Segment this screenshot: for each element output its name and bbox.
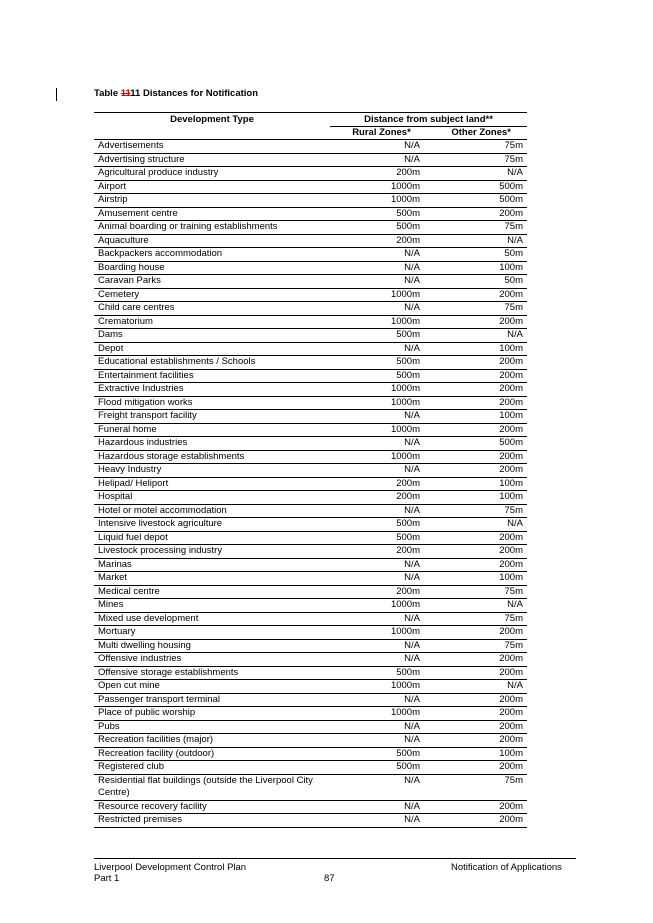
- cell-development-type: Freight transport facility: [98, 410, 197, 421]
- revision-change-bar: [56, 88, 57, 101]
- cell-rural-zones: N/A: [404, 814, 420, 825]
- cell-development-type: Depot: [98, 342, 124, 354]
- cell-development-type: Funeral home: [98, 423, 157, 435]
- cell-development-type: Mortuary: [98, 626, 136, 637]
- table-row: [94, 545, 527, 559]
- header-rural-zones: Rural Zones*: [352, 127, 411, 138]
- table-row: [94, 464, 527, 478]
- cell-rural-zones: 200m: [396, 491, 420, 502]
- cell-development-type: Resource recovery facility: [98, 800, 207, 812]
- table-row: [94, 410, 527, 424]
- cell-development-type: Caravan Parks: [98, 275, 161, 286]
- cell-other-zones: 200m: [499, 369, 523, 381]
- cell-rural-zones: 200m: [396, 234, 420, 246]
- cell-rural-zones: N/A: [404, 261, 420, 273]
- table-row: [94, 194, 527, 208]
- cell-development-type: Educational establishments / Schools: [98, 356, 256, 367]
- cell-rural-zones: 1000m: [390, 288, 420, 300]
- cell-rural-zones: 200m: [396, 585, 420, 597]
- cell-development-type: Marinas: [98, 558, 132, 570]
- header-development-type: Development Type: [170, 114, 254, 125]
- cell-rural-zones: 500m: [396, 221, 420, 232]
- cell-other-zones: N/A: [507, 329, 523, 340]
- cell-development-type: Aquaculture: [98, 234, 149, 246]
- cell-development-type: Extractive Industries: [98, 383, 184, 394]
- cell-other-zones: 75m: [504, 612, 523, 624]
- cell-development-type: Residential flat buildings (outside the Liverpool City Centre): [98, 774, 313, 798]
- table-header-row-1: [94, 113, 527, 127]
- cell-rural-zones: 500m: [396, 761, 420, 772]
- table-header-row-2: [94, 127, 527, 140]
- cell-development-type: Recreation facilities (major): [98, 734, 214, 745]
- cell-rural-zones: 500m: [396, 329, 420, 340]
- cell-other-zones: 200m: [499, 734, 523, 745]
- cell-rural-zones: N/A: [404, 734, 420, 745]
- table-row: [94, 748, 527, 762]
- table-row: [94, 505, 527, 519]
- cell-rural-zones: 1000m: [390, 680, 420, 691]
- cell-other-zones: 200m: [499, 800, 523, 812]
- cell-rural-zones: N/A: [404, 720, 420, 732]
- cell-other-zones: N/A: [507, 680, 523, 691]
- cell-development-type: Agricultural produce industry: [98, 167, 219, 178]
- cell-other-zones: N/A: [507, 167, 523, 178]
- cell-rural-zones: 500m: [396, 531, 420, 543]
- cell-other-zones: 100m: [499, 477, 523, 489]
- cell-rural-zones: N/A: [404, 800, 420, 812]
- table-row: [94, 532, 527, 546]
- cell-development-type: Child care centres: [98, 302, 175, 313]
- cell-rural-zones: 200m: [396, 545, 420, 556]
- cell-other-zones: 100m: [499, 410, 523, 421]
- cell-other-zones: 200m: [499, 396, 523, 408]
- cell-other-zones: 75m: [504, 221, 523, 232]
- cell-development-type: Passenger transport terminal: [98, 693, 220, 705]
- cell-rural-zones: N/A: [404, 504, 420, 516]
- table-row: [94, 370, 527, 384]
- table-row: [94, 154, 527, 168]
- cell-rural-zones: 200m: [396, 477, 420, 489]
- cell-rural-zones: N/A: [404, 558, 420, 570]
- cell-other-zones: 200m: [499, 288, 523, 300]
- cell-other-zones: 200m: [499, 207, 523, 219]
- header-blank: [94, 127, 330, 139]
- cell-rural-zones: 500m: [396, 747, 420, 759]
- table-row: [94, 491, 527, 505]
- caption-text: 11 Distances for Notification: [130, 88, 259, 99]
- table-row: [94, 140, 527, 154]
- table-row: [94, 181, 527, 195]
- table-row: [94, 653, 527, 667]
- table-row: [94, 599, 527, 613]
- cell-other-zones: 500m: [499, 194, 523, 205]
- cell-development-type: Cemetery: [98, 288, 140, 300]
- cell-other-zones: 200m: [499, 558, 523, 570]
- cell-other-zones: 50m: [504, 248, 523, 259]
- table-row: [94, 572, 527, 586]
- cell-development-type: Boarding house: [98, 261, 165, 273]
- cell-development-type: Hospital: [98, 491, 133, 502]
- cell-rural-zones: 1000m: [390, 194, 420, 205]
- cell-other-zones: 500m: [499, 180, 523, 192]
- cell-other-zones: 75m: [504, 639, 523, 651]
- cell-rural-zones: N/A: [404, 248, 420, 259]
- cell-rural-zones: 1000m: [390, 423, 420, 435]
- cell-other-zones: 75m: [504, 774, 523, 786]
- table-row: [94, 167, 527, 181]
- cell-rural-zones: 1000m: [390, 315, 420, 327]
- table-row: [94, 640, 527, 654]
- cell-other-zones: 50m: [504, 275, 523, 286]
- header-other-zones: Other Zones*: [451, 127, 511, 138]
- table-row: [94, 383, 527, 397]
- cell-rural-zones: N/A: [404, 437, 420, 448]
- cell-rural-zones: N/A: [404, 774, 420, 786]
- cell-development-type: Medical centre: [98, 585, 160, 597]
- cell-other-zones: 100m: [499, 261, 523, 273]
- cell-development-type: Flood mitigation works: [98, 396, 193, 408]
- table-row: [94, 208, 527, 222]
- table-row: [94, 613, 527, 627]
- footer-rule: [94, 858, 576, 859]
- cell-other-zones: 100m: [499, 747, 523, 759]
- cell-development-type: Mixed use development: [98, 612, 199, 624]
- table-row: [94, 356, 527, 370]
- cell-development-type: Place of public worship: [98, 707, 196, 718]
- cell-other-zones: 200m: [499, 720, 523, 732]
- table-row: [94, 721, 527, 735]
- cell-rural-zones: 1000m: [390, 707, 420, 718]
- table-row: [94, 424, 527, 438]
- cell-development-type: Hotel or motel accommodation: [98, 504, 227, 516]
- cell-rural-zones: N/A: [404, 275, 420, 286]
- cell-rural-zones: N/A: [404, 612, 420, 624]
- cell-other-zones: 200m: [499, 814, 523, 825]
- cell-other-zones: 500m: [499, 437, 523, 448]
- table-row: [94, 775, 527, 801]
- cell-rural-zones: 1000m: [390, 180, 420, 192]
- cell-rural-zones: 500m: [396, 207, 420, 219]
- table-row: [94, 518, 527, 532]
- table-row: [94, 275, 527, 289]
- cell-development-type: Livestock processing industry: [98, 545, 223, 556]
- cell-rural-zones: N/A: [404, 693, 420, 705]
- cell-other-zones: 200m: [499, 545, 523, 556]
- table-row: [94, 329, 527, 343]
- cell-development-type: Hazardous storage establishments: [98, 450, 245, 462]
- table-row: [94, 397, 527, 411]
- table-row: [94, 248, 527, 262]
- caption-deleted-number: 11: [120, 88, 131, 99]
- cell-other-zones: 75m: [504, 302, 523, 313]
- table-row: [94, 694, 527, 708]
- cell-other-zones: 75m: [504, 153, 523, 165]
- cell-development-type: Entertainment facilities: [98, 369, 194, 381]
- cell-other-zones: 200m: [499, 653, 523, 664]
- table-row: [94, 451, 527, 465]
- cell-development-type: Offensive storage establishments: [98, 666, 239, 678]
- cell-other-zones: 75m: [504, 504, 523, 516]
- cell-development-type: Registered club: [98, 761, 165, 772]
- table-row: [94, 437, 527, 451]
- table-row: [94, 761, 527, 775]
- cell-rural-zones: N/A: [404, 653, 420, 664]
- cell-other-zones: 200m: [499, 315, 523, 327]
- cell-rural-zones: 1000m: [390, 626, 420, 637]
- cell-development-type: Advertising structure: [98, 153, 185, 165]
- table-row: [94, 801, 527, 815]
- cell-development-type: Hazardous industries: [98, 437, 188, 448]
- table-row: [94, 343, 527, 357]
- cell-other-zones: 200m: [499, 707, 523, 718]
- cell-rural-zones: 500m: [396, 369, 420, 381]
- cell-rural-zones: 1000m: [390, 450, 420, 462]
- cell-other-zones: 200m: [499, 356, 523, 367]
- cell-development-type: Airport: [98, 180, 126, 192]
- cell-other-zones: 200m: [499, 450, 523, 462]
- footer-section-title: Notification of Applications: [451, 862, 562, 873]
- cell-rural-zones: 500m: [396, 356, 420, 367]
- cell-development-type: Heavy Industry: [98, 464, 162, 475]
- cell-development-type: Airstrip: [98, 194, 128, 205]
- cell-other-zones: 75m: [504, 140, 523, 151]
- cell-development-type: Backpackers accommodation: [98, 248, 223, 259]
- cell-rural-zones: 500m: [396, 518, 420, 529]
- cell-development-type: Multi dwelling housing: [98, 639, 191, 651]
- cell-other-zones: 75m: [504, 585, 523, 597]
- cell-other-zones: 200m: [499, 383, 523, 394]
- cell-development-type: Crematorium: [98, 315, 153, 327]
- caption-prefix: Table: [94, 88, 121, 99]
- table-row: [94, 814, 527, 828]
- cell-other-zones: 100m: [499, 572, 523, 583]
- table-row: [94, 289, 527, 303]
- cell-other-zones: 200m: [499, 531, 523, 543]
- table-row: [94, 586, 527, 600]
- cell-other-zones: 200m: [499, 464, 523, 475]
- cell-other-zones: 100m: [499, 491, 523, 502]
- cell-rural-zones: 500m: [396, 666, 420, 678]
- cell-development-type: Dams: [98, 329, 123, 340]
- table-row: [94, 316, 527, 330]
- cell-development-type: Offensive industries: [98, 653, 182, 664]
- cell-rural-zones: N/A: [404, 410, 420, 421]
- cell-development-type: Recreation facility (outdoor): [98, 747, 215, 759]
- cell-development-type: Mines: [98, 599, 124, 610]
- cell-rural-zones: 1000m: [390, 396, 420, 408]
- cell-other-zones: N/A: [507, 518, 523, 529]
- cell-rural-zones: N/A: [404, 342, 420, 354]
- table-row: [94, 680, 527, 694]
- notification-distances-table: [94, 112, 527, 828]
- cell-other-zones: N/A: [507, 234, 523, 246]
- table-row: [94, 559, 527, 573]
- table-row: [94, 262, 527, 276]
- table-row: [94, 707, 527, 721]
- cell-rural-zones: N/A: [404, 464, 420, 475]
- table-row: [94, 235, 527, 249]
- cell-rural-zones: N/A: [404, 140, 420, 151]
- cell-development-type: Liquid fuel depot: [98, 531, 168, 543]
- cell-other-zones: 200m: [499, 626, 523, 637]
- cell-rural-zones: N/A: [404, 153, 420, 165]
- cell-development-type: Restricted premises: [98, 814, 182, 825]
- cell-rural-zones: N/A: [404, 302, 420, 313]
- cell-development-type: Market: [98, 572, 128, 583]
- cell-other-zones: 200m: [499, 423, 523, 435]
- footer-part: Part 1: [94, 873, 120, 884]
- cell-rural-zones: 200m: [396, 167, 420, 178]
- cell-development-type: Advertisements: [98, 140, 164, 151]
- footer-page-number: 87: [324, 873, 335, 884]
- table-row: [94, 667, 527, 681]
- table-row: [94, 478, 527, 492]
- cell-rural-zones: 1000m: [390, 383, 420, 394]
- cell-development-type: Open cut mine: [98, 680, 160, 691]
- table-caption: [94, 88, 258, 100]
- table-row: [94, 626, 527, 640]
- header-distance: Distance from subject land**: [330, 113, 527, 127]
- cell-development-type: Amusement centre: [98, 207, 178, 219]
- cell-rural-zones: N/A: [404, 639, 420, 651]
- table-row: [94, 734, 527, 748]
- cell-other-zones: N/A: [507, 599, 523, 610]
- cell-development-type: Animal boarding or training establishments: [98, 221, 278, 232]
- table-body: [94, 140, 527, 828]
- table-row: [94, 302, 527, 316]
- footer-plan-title: Liverpool Development Control Plan: [94, 862, 247, 873]
- cell-development-type: Intensive livestock agriculture: [98, 518, 223, 529]
- cell-other-zones: 200m: [499, 693, 523, 705]
- cell-development-type: Helipad/ Heliport: [98, 477, 169, 489]
- cell-other-zones: 100m: [499, 342, 523, 354]
- cell-other-zones: 200m: [499, 666, 523, 678]
- table-row: [94, 221, 527, 235]
- cell-rural-zones: N/A: [404, 572, 420, 583]
- cell-rural-zones: 1000m: [390, 599, 420, 610]
- cell-other-zones: 200m: [499, 761, 523, 772]
- cell-development-type: Pubs: [98, 720, 120, 732]
